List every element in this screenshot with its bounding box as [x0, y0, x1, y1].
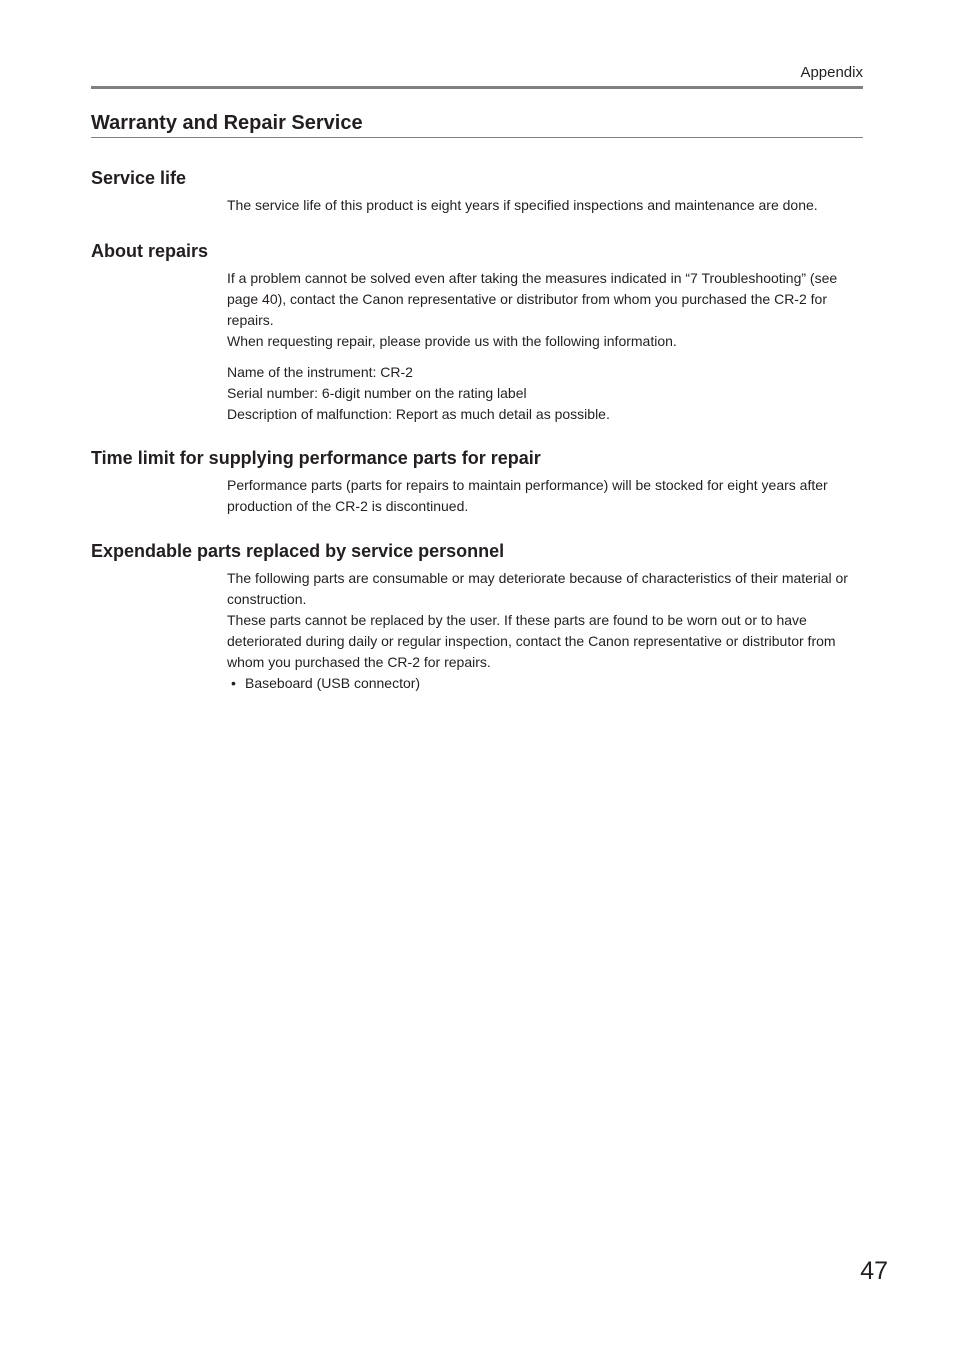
list-item-text: Baseboard (USB connector): [245, 675, 421, 691]
section-heading-time-limit: Time limit for supplying performance parts for repair: [91, 448, 541, 468]
bullet-icon: •: [231, 675, 236, 691]
expendable-replacement-paragraph: These parts cannot be replaced by the user. If these parts are found to be worn out or to have deteriorated during daily or regular inspection, contact the Canon representative or distributor from whom you purchased the CR-2 for repairs.: [227, 612, 836, 670]
section-heading-service-life: Service life: [91, 168, 187, 188]
title-divider: [91, 137, 863, 138]
repair-detail-serial: Serial number: 6-digit number on the rating label: [227, 385, 527, 401]
expendable-paragraph: The following parts are consumable or may deteriorate because of characteristics of their material or construction.: [227, 570, 848, 607]
repairs-paragraph: If a problem cannot be solved even after taking the measures indicated in “7 Troubleshooting” (see page 40), contact the Canon representative or distributor from whom you purchased the CR-2 for repairs.: [227, 270, 838, 328]
page-title: Warranty and Repair Service: [91, 112, 363, 134]
list-item: [227, 673, 863, 694]
section-heading-expendable-parts: Expendable parts replaced by service personnel: [91, 541, 505, 561]
header-divider: [91, 86, 863, 89]
repair-detail-malfunction: Description of malfunction: Report as much detail as possible.: [227, 406, 610, 422]
section-body-service-life: [227, 195, 863, 216]
page-number: 47: [860, 1257, 888, 1285]
repairs-request-paragraph: When requesting repair, please provide us with the following information.: [227, 333, 677, 349]
time-limit-paragraph: Performance parts (parts for repairs to maintain performance) will be stocked for eight years after production of the CR-2 is discontinued.: [227, 477, 828, 514]
section-heading-about-repairs: About repairs: [91, 241, 209, 261]
service-life-paragraph: The service life of this product is eight years if specified inspections and maintenance are done.: [227, 197, 818, 213]
section-body-expendable-parts: [227, 568, 863, 694]
section-body-time-limit: [227, 475, 863, 517]
repair-detail-instrument: Name of the instrument: CR-2: [227, 364, 413, 380]
running-header-section: Appendix: [800, 64, 863, 81]
section-body-about-repairs: [227, 268, 863, 425]
